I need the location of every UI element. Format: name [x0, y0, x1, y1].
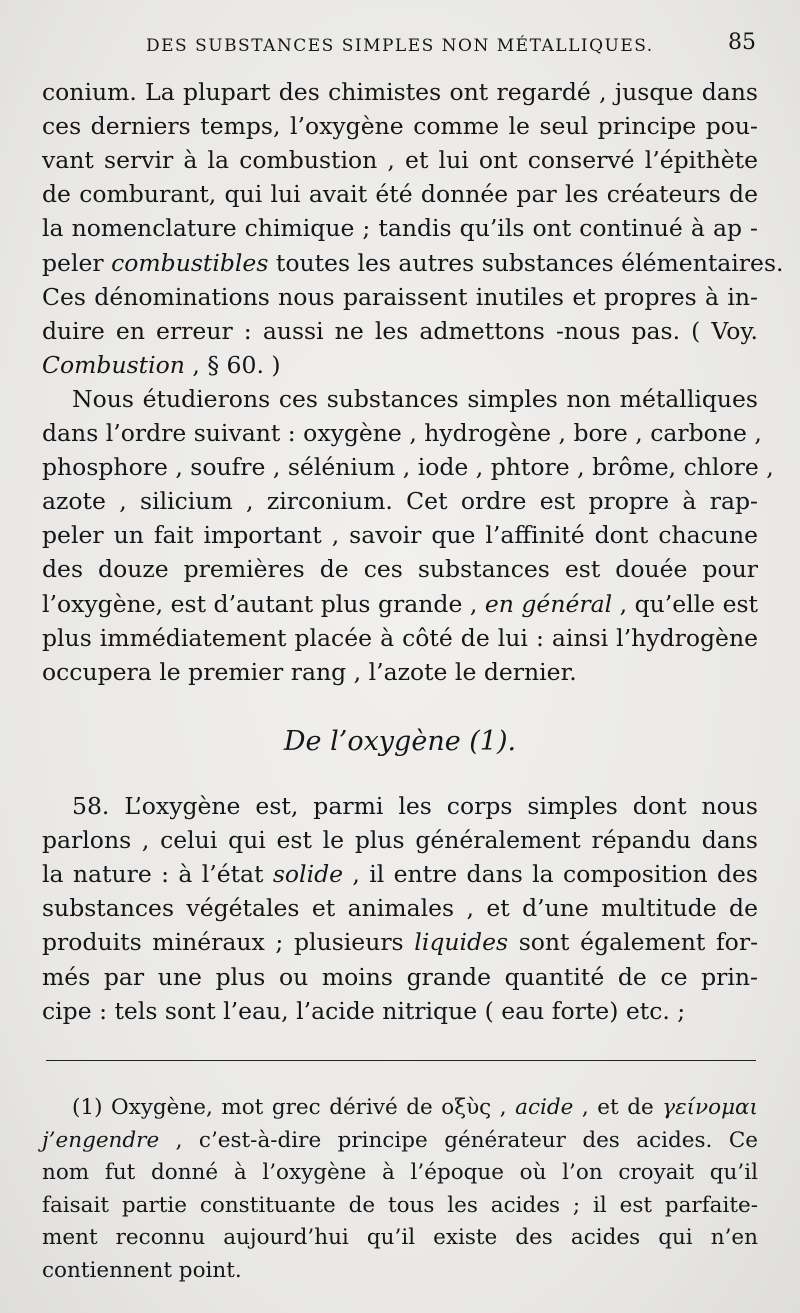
text-line: [42, 926, 758, 958]
text-line: [42, 892, 758, 924]
footnote-line: [42, 1092, 758, 1123]
text-run: , c’est-à-dire principe générateur des acides. Ce: [159, 1127, 758, 1153]
text-run: plus immédiatement placée à côté de lui : ainsi l’hydrogène: [42, 623, 758, 652]
text-line: [42, 588, 758, 620]
running-title: DES SUBSTANCES SIMPLES NON MÉTALLIQUES.: [146, 36, 654, 56]
text-run: produits minéraux ; plusieurs: [42, 928, 415, 957]
text-run: phosphore , soufre , sélénium , iode , phtore , brôme, chlore ,: [42, 453, 774, 482]
text-run: οξὺς: [441, 1095, 492, 1120]
text-line: [42, 144, 758, 176]
text-run: ces derniers temps, l’oxygène comme le seul principe pou-: [42, 112, 758, 141]
text-line: [42, 417, 762, 449]
text-line: [42, 519, 758, 551]
text-run: (1) Oxygène, mot grec dérivé de: [72, 1095, 442, 1120]
page-header: [42, 30, 756, 64]
text-line: [42, 485, 758, 517]
footnote-line: [42, 1190, 758, 1221]
text-line: [42, 961, 758, 993]
text-run: peler: [42, 248, 112, 277]
text-run: 58. L’oxygène est, parmi les corps simples dont nous: [72, 792, 758, 820]
footnote-line: [42, 1222, 758, 1253]
text-line: [42, 995, 758, 1027]
text-run: , il entre dans la composition des: [343, 860, 758, 889]
text-line: [42, 383, 758, 415]
text-line: [42, 553, 758, 585]
text-run: , qu’elle est: [612, 589, 758, 618]
text-line: [42, 247, 784, 279]
text-run: substances végétales et animales , et d’une multitude de: [42, 894, 758, 923]
text-run: la nature : à l’état: [42, 860, 273, 889]
footnote-line: [42, 1255, 758, 1286]
text-line: [42, 315, 758, 347]
text-run: Nous étudierons ces substances simples non métalliques: [72, 384, 758, 413]
text-run: vant servir à la combustion , et lui ont conservé l’épithète: [42, 146, 758, 175]
text-run: duire en erreur : aussi ne les admettons -nous pas. ( Voy.: [42, 316, 758, 345]
text-run: de comburant, qui lui avait été donnée par les créateurs de: [42, 180, 758, 209]
text-run: ment reconnu aujourd’hui qu’il existe des acides qui n’en: [42, 1225, 758, 1250]
text-run: j’engendre: [42, 1127, 160, 1153]
text-run: liquides: [414, 928, 509, 957]
text-line: [42, 656, 758, 688]
footnote-line: [42, 1125, 758, 1156]
text-line: [42, 622, 758, 654]
text-run: Ces dénominations nous paraissent inutiles et propres à in-: [42, 282, 758, 311]
text-line: [42, 110, 758, 142]
text-run: dans l’ordre suivant : oxygène , hydrogène , bore , carbone ,: [42, 419, 762, 447]
text-run: azote , silicium , zirconium. Cet ordre est propre à rap-: [42, 487, 758, 516]
text-line: [42, 349, 758, 381]
text-line: [42, 281, 758, 313]
footnote-rule: [46, 1060, 756, 1061]
text-line: [42, 790, 758, 822]
text-run: des douze premières de ces substances est douée pour: [42, 555, 758, 584]
text-run: cipe : tels sont l’eau, l’acide nitrique ( eau forte) etc. ;: [42, 996, 686, 1025]
text-run: la nomenclature chimique ; tandis qu’ils ont continué à ap -: [42, 214, 758, 243]
text-run: contiennent point.: [42, 1257, 242, 1283]
text-line: [42, 76, 758, 108]
text-run: , § 60. ): [184, 350, 281, 379]
footnote-line: [42, 1157, 758, 1188]
text-run: faisait partie constituante de tous les acides ; il est parfaite-: [42, 1192, 758, 1218]
text-run: occupera le premier rang , l’azote le dernier.: [42, 657, 577, 686]
text-run: parlons , celui qui est le plus généralement répandu dans: [42, 826, 758, 855]
text-run: toutes les autres substances élémentaires.: [268, 248, 784, 277]
text-run: més par une plus ou moins grande quantité de ce prin-: [42, 962, 758, 991]
page-number: 85: [728, 30, 756, 55]
text-line: [42, 451, 774, 483]
text-line: [42, 178, 758, 210]
text-line: [42, 212, 758, 244]
text-run: ,: [491, 1095, 516, 1120]
text-run: conium. La plupart des chimistes ont regardé , jusque dans: [42, 78, 758, 106]
section-title: De l’oxygène (1).: [283, 726, 517, 757]
text-run: en général: [484, 589, 613, 618]
text-run: acide: [515, 1095, 574, 1120]
text-run: γείνομαι: [662, 1095, 758, 1120]
text-run: nom fut donné à l’oxygène à l’époque où l’on croyait qu’il: [42, 1160, 758, 1185]
text-run: l’oxygène, est d’autant plus grande ,: [42, 589, 485, 618]
text-run: sont également for-: [508, 928, 759, 957]
text-run: Combustion: [42, 350, 185, 379]
text-run: , et de: [573, 1095, 663, 1120]
text-run: combustibles: [111, 248, 269, 277]
text-run: solide: [272, 860, 344, 889]
text-line: [42, 824, 758, 856]
text-line: [42, 858, 758, 890]
text-run: peler un fait important , savoir que l’affinité dont chacune: [42, 521, 758, 550]
